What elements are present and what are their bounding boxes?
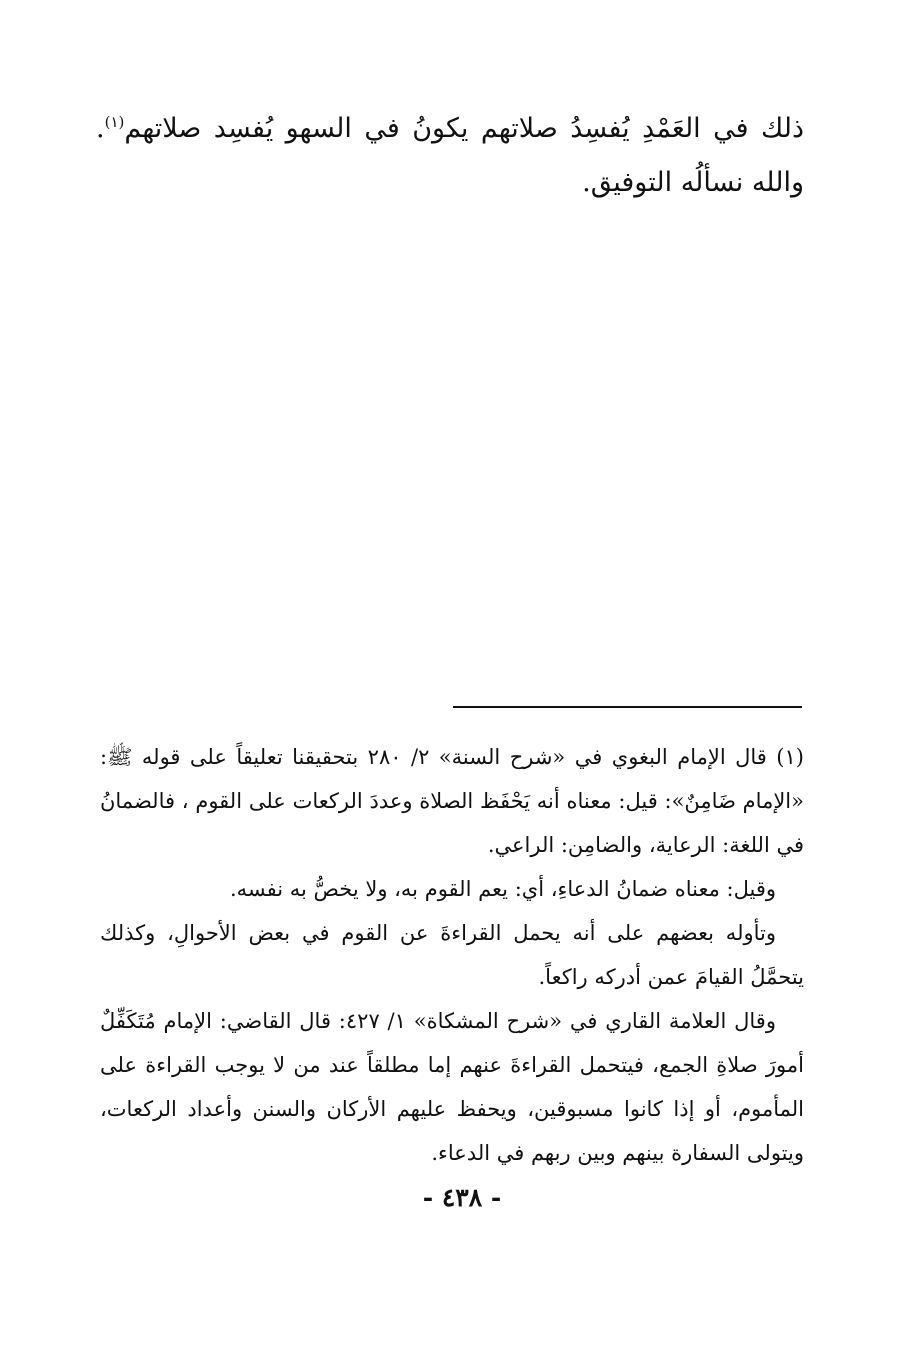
main-paragraph [96, 102, 804, 210]
footnote-reference: (١) [104, 113, 125, 131]
footnote-paragraph: وقيل: معناه ضمانُ الدعاءِ، أي: يعم القوم به، ولا يخصُّ به نفسه. [229, 877, 776, 901]
page-number: - ٤٣٨ - [422, 1183, 502, 1212]
footnotes-block [100, 735, 804, 1175]
footnote-paragraph: (١) قال الإمام البغوي في «شرح السنة» ٢/ ٢٨٠ بتحقيقنا تعليقاً على قوله ﷺ: «الإمام ضَامِنٌ»: قيل: معناه أنه يَحْفَظ الصلاة وعددَ الركعات على القوم ، فالضمانُ في اللغة: الرعاية، والضامِن: الراعي. [100, 745, 804, 857]
main-text-block [96, 102, 804, 210]
main-text-part-1: ذلك في العَمْدِ يُفسِدُ صلاتهم يكونُ في السهو يُفسِد صلاتهم [124, 113, 804, 144]
main-text-part-2: . والله نسألُه التوفيق. [96, 113, 804, 198]
footnote-separator [453, 706, 802, 708]
footnote-paragraph: وقال العلامة القاري في «شرح المشكاة» ١/ ٤٢٧: قال القاضي: الإمام مُتَكَفِّلٌ أمورَ صلاةِ الجمع، فيتحمل القراءةَ عنهم إما مطلقاً عند من لا يوجب القراءة على المأموم، أو إذا كانوا مسبوقين، ويحفظ عليهم الأركان والسنن وأعداد الركعات، ويتولى السفارة بينهم وبين ربهم في الدعاء. [100, 1009, 804, 1165]
footnote-paragraph: وتأوله بعضهم على أنه يحمل القراءةَ عن القوم في بعض الأحوالِ، وكذلك يتحمَّلُ القيامَ عمن أدركه راكعاً. [100, 921, 804, 989]
